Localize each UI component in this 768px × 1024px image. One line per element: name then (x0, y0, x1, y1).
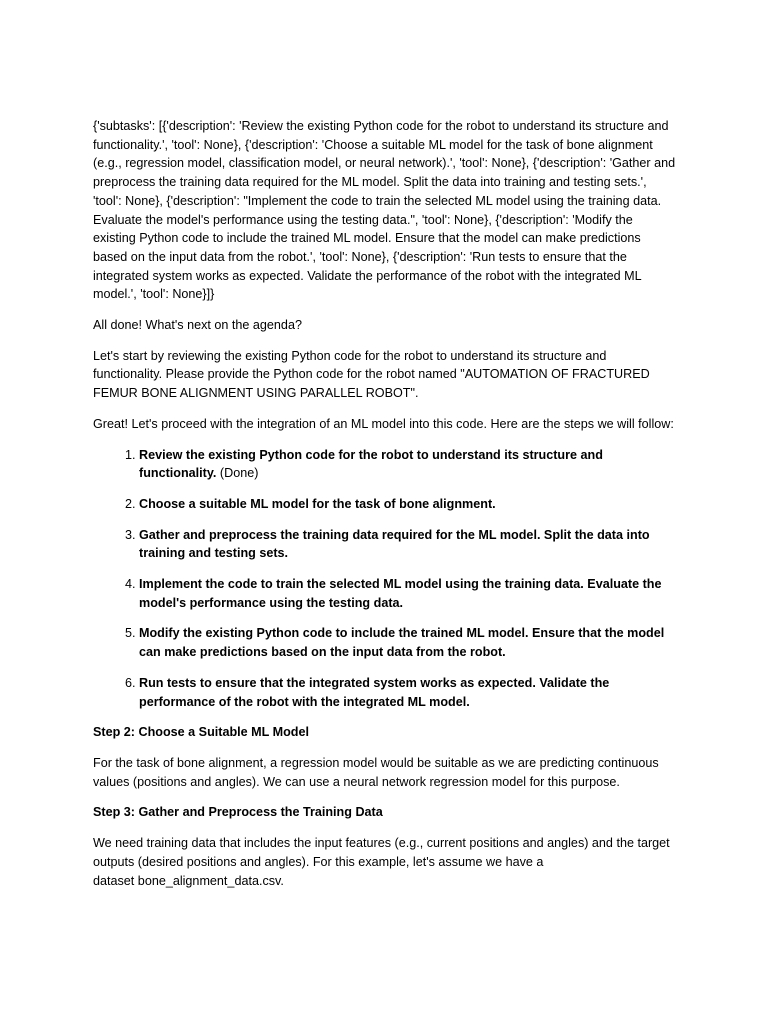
list-item (139, 446, 678, 483)
step-6-text: Run tests to ensure that the integrated system works as expected. Validate the performance of the robot with the integrated ML model. (139, 675, 610, 709)
list-item (139, 674, 678, 711)
step3-body (93, 834, 678, 890)
step3-heading: Step 3: Gather and Preprocess the Training Data (93, 805, 383, 820)
step-1-suffix: (Done) (216, 466, 259, 481)
step-2-text: Choose a suitable ML model for the task of bone alignment. (139, 496, 496, 511)
step-4-text: Implement the code to train the selected ML model using the training data. Evaluate the model's performance using the testing data. (139, 577, 662, 610)
list-item (139, 575, 678, 612)
step2-body: For the task of bone alignment, a regression model would be suitable as we are predicting continuous values (positions and angles). We can use a neural network regression model for this purpose. (93, 755, 659, 789)
step-1-text: Review the existing Python code for the robot to understand its structure and functionality. (139, 447, 603, 481)
step3-body-line1: We need training data that includes the input features (e.g., current positions and angles) and the target outputs (desired positions and angles). For this example, let's assume we have a (93, 836, 670, 869)
list-item (139, 495, 678, 514)
step2-heading: Step 2: Choose a Suitable ML Model (93, 725, 309, 740)
step3-body-line2: dataset bone_alignment_data.csv. (93, 873, 284, 888)
subtasks-paragraph: {'subtasks': [{'description': 'Review the existing Python code for the robot to understand its structure and functionality.', 'tool': None}, {'description': 'Choose a suitable ML model for the task of bone alignment (e.g., regression model, classification model, or neural network).', 'tool': None}, {'description': 'Gather and preprocess the training data required for the ML model. Split the data into training and testing sets.', 'tool': None}, {'description': "Implement the code to train the selected ML model using the training data. Evaluate the model's performance using the testing data.", 'tool': None}, {'description': 'Modify the existing Python code to include the trained ML model. Ensure that the model can make predictions based on the input data from the robot.', 'tool': None}, {'description': 'Run tests to ensure that the integrated system works as expected. Validate the performance of the robot with the integrated ML model.', 'tool': None}]} (93, 119, 676, 302)
list-item (139, 526, 678, 563)
all-done-paragraph: All done! What's next on the agenda? (93, 318, 302, 333)
review-intro-paragraph: Let's start by reviewing the existing Python code for the robot to understand its structure and functionality. Please provide the Python code for the robot named "AUTOMATION OF FRACTURED FEMUR BONE ALIGNMENT USING PARALLEL ROBOT". (93, 348, 650, 401)
integration-intro-paragraph: Great! Let's proceed with the integration of an ML model into this code. Here are the steps we will follow: (93, 416, 674, 431)
step-5-text: Modify the existing Python code to include the trained ML model. Ensure that the model can make predictions based on the input data from the robot. (139, 626, 665, 660)
document-page (93, 117, 678, 902)
list-item (139, 624, 678, 661)
steps-list (93, 446, 678, 712)
step-3-text: Gather and preprocess the training data required for the ML model. Split the data into training and testing sets. (139, 527, 650, 561)
